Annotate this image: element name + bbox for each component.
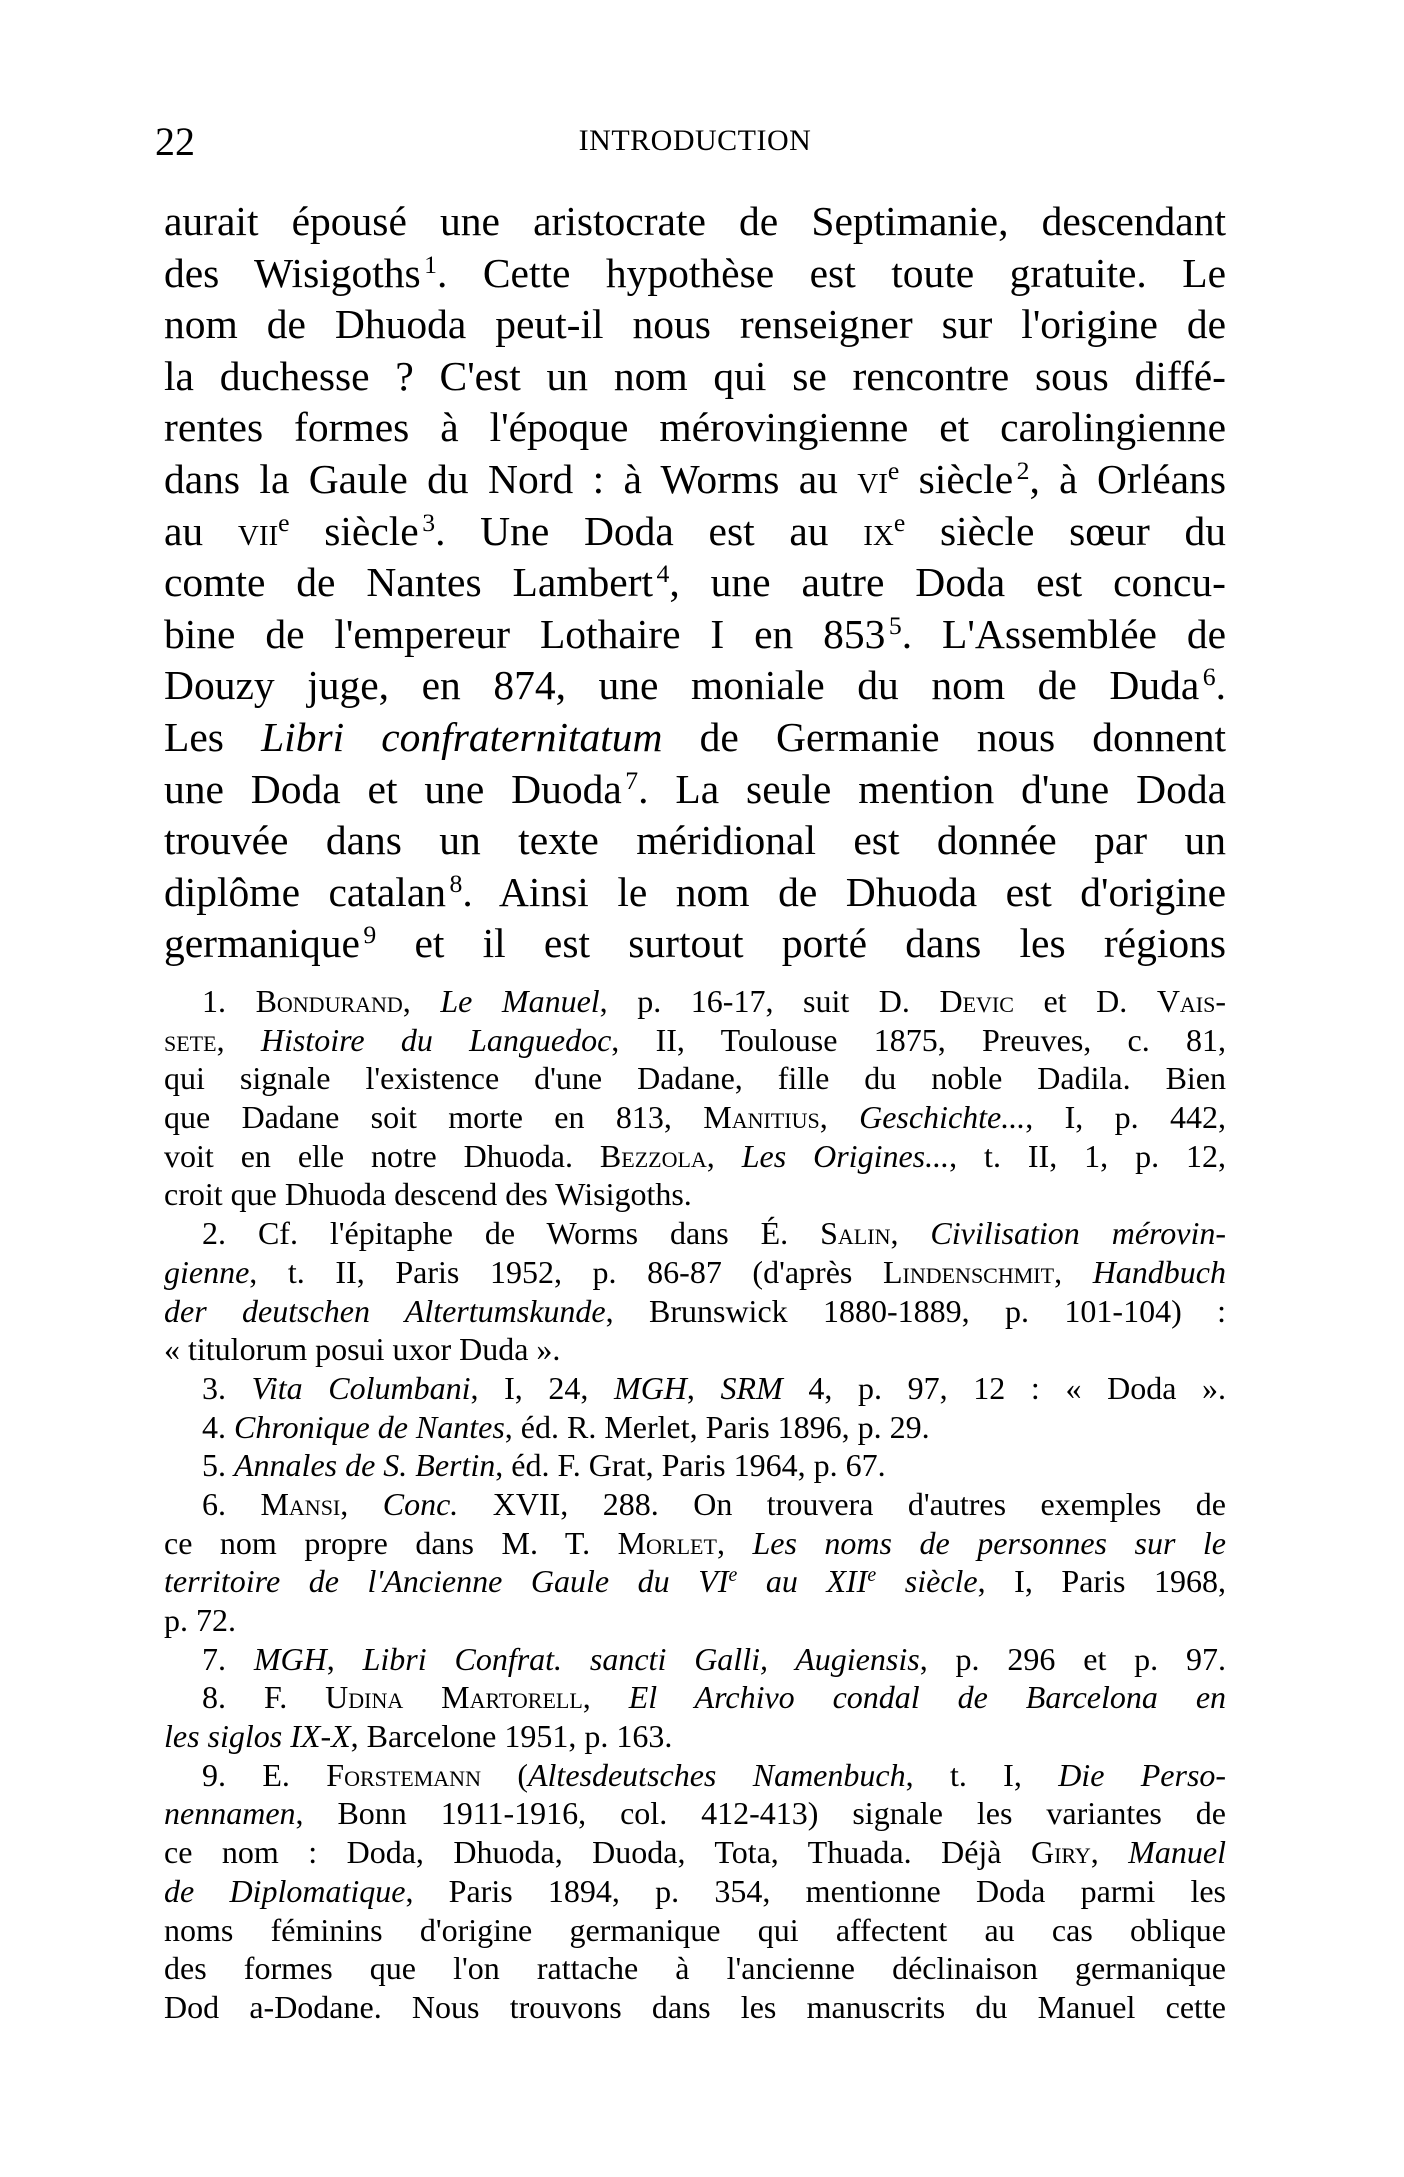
text-line: germanique $^9$ et il est surtout porté dans les régions (164, 920, 1226, 967)
footnote-1: 1. Bondurand, Le Manuel, p. 16-17, suit D. Devic et D. Vais- (202, 983, 1227, 1019)
footnote-line: sete, Histoire du Languedoc, II, Toulouse 1875, Preuves, c. 81, (164, 1021, 1227, 1058)
footnote-ref: 9 (363, 920, 377, 950)
footnote-2: 2. Cf. l'épitaphe de Worms dans É. Salin, Civilisation mérovin- (202, 1215, 1227, 1252)
text-line: bine de l'empereur Lothaire I en 853 $^5$. L'Assemblée de (164, 610, 1226, 657)
text-line: Les Libri confraternitatum de Germanie nous donnent (164, 713, 1226, 760)
text-line: diplôme catalan $^8$. Ainsi le nom de Dhuoda est d'origine (164, 868, 1226, 915)
running-title: INTRODUCTION (578, 124, 812, 157)
footnote-7: 7. MGH, Libri Confrat. sancti Galli, Augiensis, p. 296 et p. 97. (202, 1640, 1227, 1677)
footnote-line: territoire de l'Ancienne Gaule du VIe au XIIe siècle, I, Paris 1968, (164, 1563, 1227, 1600)
footnote-line: les siglos IX-X, Barcelone 1951, p. 163. (164, 1718, 673, 1755)
footnote-9: 9. E. Forstemann (Altesdeutsches Namenbuch, t. I, Die Perso- (202, 1756, 1227, 1793)
text-line: dans la Gaule du Nord : à Worms au $vi^e$ siècle $^2$, à Orléans (164, 455, 1227, 502)
footnote-line: que Dadane soit morte en 813, Manitius, Geschichte..., I, p. 442, (164, 1099, 1227, 1136)
footnote-line: Dod a-Dodane. Nous trouvons dans les manuscrits du Manuel cette (164, 1988, 1226, 2025)
footnote-line: noms féminins d'origine germanique qui affectent au cas oblique (164, 1911, 1226, 1948)
page-number: 22 (155, 119, 195, 164)
footnote-ref: 2 (1016, 455, 1030, 485)
text-line: aurait épousé une aristocrate de Septimanie, descendant (164, 198, 1226, 244)
footnote-line: croit que Dhuoda descend des Wisigoths. (164, 1176, 692, 1213)
text-line: la duchesse ? C'est un nom qui se rencontre sous diffé- (164, 352, 1226, 399)
text-line: comte de Nantes Lambert $^4$, une autre Doda est concu- (164, 559, 1226, 606)
footnote-line: qui signale l'existence d'une Dadane, fille du noble Dadila. Bien (164, 1060, 1226, 1097)
footnote-ref: 7 (625, 765, 639, 795)
footnote-ref: 4 (656, 559, 670, 589)
footnote-ref: 8 (449, 868, 463, 898)
footnote-6: 6. Mansi, Conc. XVII, 288. On trouvera d'autres exemples de (202, 1485, 1227, 1522)
footnote-line: ce nom propre dans M. T. Morlet, Les noms de personnes sur le (164, 1524, 1227, 1561)
footnote-ref: 3 (422, 507, 436, 537)
footnote-line: gienne, t. II, Paris 1952, p. 86-87 (d'après Lindenschmit, Handbuch (164, 1253, 1226, 1290)
footnote-ref: 6 (1202, 662, 1216, 692)
footnote-ref: 5 (888, 610, 902, 640)
footnotes (164, 982, 1226, 2027)
text-line: nom de Dhuoda peut-il nous renseigner sur l'origine de (164, 301, 1226, 348)
text-line: trouvée dans un texte méridional est donnée par un (164, 817, 1226, 864)
footnote-line: nennamen, Bonn 1911-1916, col. 412-413) signale les variantes de (164, 1795, 1226, 1832)
footnote-line: ce nom : Doda, Dhuoda, Duoda, Tota, Thuada. Déjà Giry, Manuel (164, 1834, 1227, 1871)
footnote-ref: 1 (424, 249, 438, 279)
footnote-3: 3. Vita Columbani, I, 24, MGH, SRM 4, p. 97, 12 : « Doda ». (202, 1369, 1227, 1406)
footnote-line: de Diplomatique, Paris 1894, p. 354, mentionne Doda parmi les (164, 1872, 1227, 1909)
main-text (164, 196, 1226, 970)
footnote-4: 4. Chronique de Nantes, éd. R. Merlet, Paris 1896, p. 29. (202, 1408, 930, 1445)
text-line: rentes formes à l'époque mérovingienne et carolingienne (164, 404, 1226, 451)
footnote-line: « titulorum posui uxor Duda ». (164, 1331, 561, 1368)
footnote-line: voit en elle notre Dhuoda. Bezzola, Les Origines..., t. II, 1, p. 12, (164, 1137, 1227, 1174)
footnote-8: 8. F. Udina Martorell, El Archivo condal de Barcelona en (202, 1679, 1227, 1716)
text-line: Douzy juge, en 874, une moniale du nom de Duda $^6$. (164, 662, 1226, 709)
text-line: des Wisigoths $^1$. Cette hypothèse est toute gratuite. Le (164, 249, 1226, 296)
text-line: au vii$^e$ siècle $^3$. Une Doda est au $ix^e$ siècle sœur du (164, 507, 1226, 554)
footnote-5: 5. Annales de S. Bertin, éd. F. Grat, Paris 1964, p. 67. (202, 1447, 886, 1484)
footnote-line: des formes que l'on rattache à l'ancienne déclinaison germanique (164, 1950, 1226, 1987)
text-line: une Doda et une Duoda $^7$. La seule mention d'une Doda (164, 765, 1226, 812)
footnote-line: der deutschen Altertumskunde, Brunswick 1880-1889, p. 101-104) : (164, 1292, 1227, 1329)
footnote-line: p. 72. (164, 1602, 236, 1638)
page-header (155, 118, 1235, 166)
